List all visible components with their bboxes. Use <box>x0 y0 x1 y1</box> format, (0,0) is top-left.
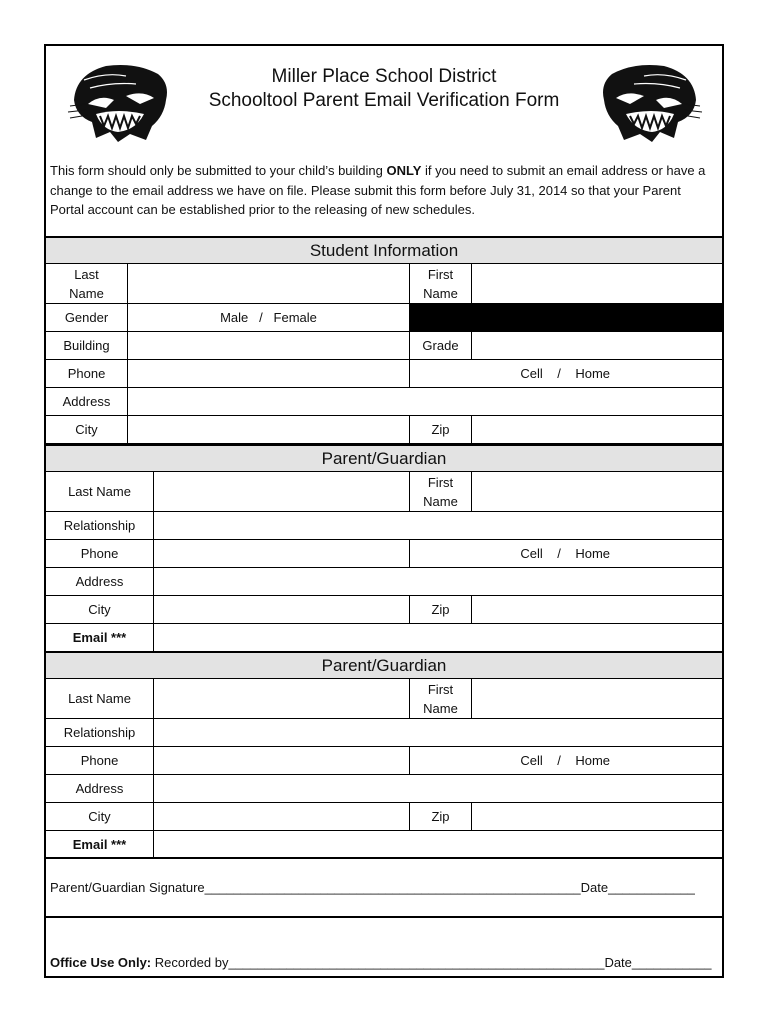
student-building-field[interactable] <box>128 332 410 360</box>
guardian2-last-name-field[interactable] <box>154 679 410 719</box>
student-city-field[interactable] <box>128 416 410 444</box>
guardian1-zip-field[interactable] <box>472 596 722 624</box>
student-first-name-field[interactable] <box>472 264 722 304</box>
student-phone-label: Phone <box>46 360 128 388</box>
guardian2-email-field[interactable] <box>154 831 722 859</box>
guardian2-email-label: Email *** <box>46 831 154 859</box>
verification-form <box>44 44 724 978</box>
guardian1-address-field[interactable] <box>154 568 722 596</box>
guardian2-phone-type[interactable]: Cell / Home <box>410 747 722 775</box>
student-grade-field[interactable] <box>472 332 722 360</box>
student-grade-label: Grade <box>410 332 472 360</box>
guardian1-city-label: City <box>46 596 154 624</box>
student-section-heading: Student Information <box>46 236 722 264</box>
panther-head-icon <box>66 60 172 144</box>
blacked-out-cell <box>410 304 722 332</box>
guardian1-city-field[interactable] <box>154 596 410 624</box>
intro-paragraph: This form should only be submitted to your child’s building ONLY if you need to submit an email address or have a change to the email address we have on file. Please submit this form before July 31, 2014 so that your Parent Portal account can be established prior to the releasing of new schedules. <box>50 163 706 217</box>
student-building-label: Building <box>46 332 128 360</box>
form-title: Schooltool Parent Email Verification Form <box>208 90 560 111</box>
guardian2-phone-field[interactable] <box>154 747 410 775</box>
student-last-name-label: Last Name <box>46 264 128 304</box>
guardian1-last-name-label: Last Name <box>46 472 154 512</box>
guardian1-email-label: Email *** <box>46 624 154 652</box>
guardian2-first-name-field[interactable] <box>472 679 722 719</box>
guardian1-first-name-label: First Name <box>410 472 472 512</box>
guardian2-zip-field[interactable] <box>472 803 722 831</box>
guardian2-city-label: City <box>46 803 154 831</box>
guardian2-address-field[interactable] <box>154 775 722 803</box>
guardian1-last-name-field[interactable] <box>154 472 410 512</box>
guardian1-address-label: Address <box>46 568 154 596</box>
student-phone-field[interactable] <box>128 360 410 388</box>
student-last-name-field[interactable] <box>128 264 410 304</box>
student-city-label: City <box>46 416 128 444</box>
panther-head-icon <box>598 60 704 144</box>
student-address-label: Address <box>46 388 128 416</box>
guardian1-relationship-field[interactable] <box>154 512 722 540</box>
student-gender-options[interactable]: Male / Female <box>128 304 410 332</box>
office-use-block <box>46 916 722 976</box>
guardian1-phone-field[interactable] <box>154 540 410 568</box>
guardian2-section-heading: Parent/Guardian <box>46 651 722 679</box>
guardian2-phone-label: Phone <box>46 747 154 775</box>
district-title: Miller Place School District <box>271 66 497 87</box>
guardian1-zip-label: Zip <box>410 596 472 624</box>
guardian1-email-field[interactable] <box>154 624 722 652</box>
signature-line[interactable]: Parent/Guardian Signature____________________________________________________Date____________ <box>50 880 695 895</box>
signature-block <box>46 857 722 917</box>
guardian2-relationship-field[interactable] <box>154 719 722 747</box>
guardian2-first-name-label: First Name <box>410 679 472 719</box>
student-zip-label: Zip <box>410 416 472 444</box>
guardian2-zip-label: Zip <box>410 803 472 831</box>
student-address-field[interactable] <box>128 388 722 416</box>
guardian1-section-heading: Parent/Guardian <box>46 444 722 472</box>
guardian1-first-name-field[interactable] <box>472 472 722 512</box>
student-first-name-label: First Name <box>410 264 472 304</box>
form-header <box>46 46 722 217</box>
office-use-line[interactable]: Office Use Only: Recorded by____________________________________________________Date___________ <box>50 955 712 970</box>
student-zip-field[interactable] <box>472 416 722 444</box>
guardian2-last-name-label: Last Name <box>46 679 154 719</box>
guardian1-phone-type[interactable]: Cell / Home <box>410 540 722 568</box>
student-phone-type[interactable]: Cell / Home <box>410 360 722 388</box>
guardian2-address-label: Address <box>46 775 154 803</box>
student-gender-label: Gender <box>46 304 128 332</box>
guardian2-relationship-label: Relationship <box>46 719 154 747</box>
guardian2-city-field[interactable] <box>154 803 410 831</box>
guardian1-phone-label: Phone <box>46 540 154 568</box>
guardian1-relationship-label: Relationship <box>46 512 154 540</box>
